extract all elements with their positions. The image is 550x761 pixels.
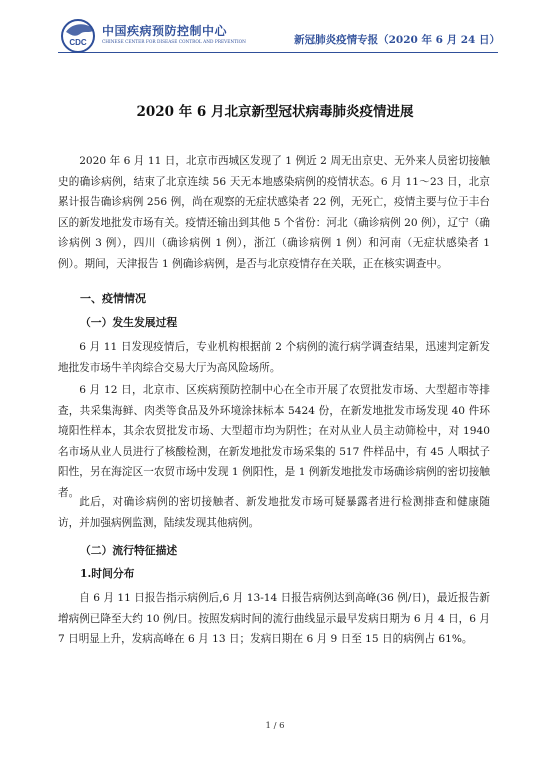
paragraph-time-distribution: 自 6 月 11 日报告指示病例后,6 月 13-14 日报告病例达到高峰(36 例/日)，最近报告新增病例已降至大约 10 例/日。按照发病时间的流行曲线显示最早发病日期为 6 月 4 日，6 月 7 日明显上升，发病高峰在 6 月 13 日；发病日期在 6 月 9 日至 15 日的病例占 61%。	[58, 592, 490, 646]
paragraph-screening: 6 月 12 日，北京市、区疾病预防控制中心在全市开展了农贸批发市场、大型超市等排查，共采集海鲜、肉类等食品及外环境涂抹标本 5424 份，在新发地批发市场发现 40 件环境阳性样本，其余农贸批发市场、大型超市均为阴性；在对从业人员主动筛检中，对 1940 名市场从业人员进行了核酸检测，在新发地批发市场采集的 517 件样品中，有 45 人咽拭子阳性，另在海淀区一农贸市场中发现 1 例阳性，是 1 例新发地批发市场确诊病例的密切接触者。	[58, 384, 490, 499]
org-name-english: CHINESE CENTER FOR DISEASE CONTROL AND PREVENTION	[102, 40, 246, 45]
logo-text: CDC	[69, 38, 87, 47]
section-heading-epidemic: 一、疫情情况	[80, 292, 146, 305]
subsubsection-heading-time: 1.时间分布	[80, 567, 135, 580]
paragraph-followup: 此后，对确诊病例的密切接触者、新发地批发市场可疑暴露者进行检测排查和健康随访，并加强病例监测，陆续发现其他病例。	[58, 496, 490, 529]
subsection-heading-development: （一）发生发展过程	[80, 316, 178, 329]
report-title: 新冠肺炎疫情专报（2020 年 6 月 24 日）	[294, 34, 500, 46]
org-name-chinese: 中国疾病预防控制中心	[102, 24, 228, 38]
intro-paragraph: 2020 年 6 月 11 日，北京市西城区发现了 1 例近 2 周无出京史、无外来人员密切接触史的确诊病例，结束了北京连续 56 天无本地感染病例的疫情状态。6 月 11～23 日，北京累计报告确诊病例 256 例，尚在观察的无症状感染者 22 例，无死亡，疫情主要与位于丰台区的新发地批发市场有关。疫情还输出到其他 5 个省份：河北（确诊病例 20 例），辽宁（确诊病例 3 例），四川（确诊病例 1 例），浙江（确诊病例 1 例）和河南（无症状感染者 1 例）。期间，天津报告 1 例确诊病例，是否与北京疫情存在关联，正在核实调查中。	[58, 155, 490, 270]
subsection-heading-features: （二）流行特征描述	[80, 544, 178, 557]
china-cdc-logo-icon	[60, 18, 100, 54]
page-number: 1 / 6	[265, 721, 285, 731]
paragraph-discovery: 6 月 11 日发现疫情后，专业机构根据前 2 个病例的流行病学调查结果，迅速判定新发地批发市场牛羊肉综合交易大厅为高风险场所。	[58, 341, 490, 374]
header-divider	[58, 52, 498, 53]
page-header	[58, 14, 498, 60]
document-title: 2020 年 6 月北京新型冠状病毒肺炎疫情进展	[136, 104, 414, 120]
